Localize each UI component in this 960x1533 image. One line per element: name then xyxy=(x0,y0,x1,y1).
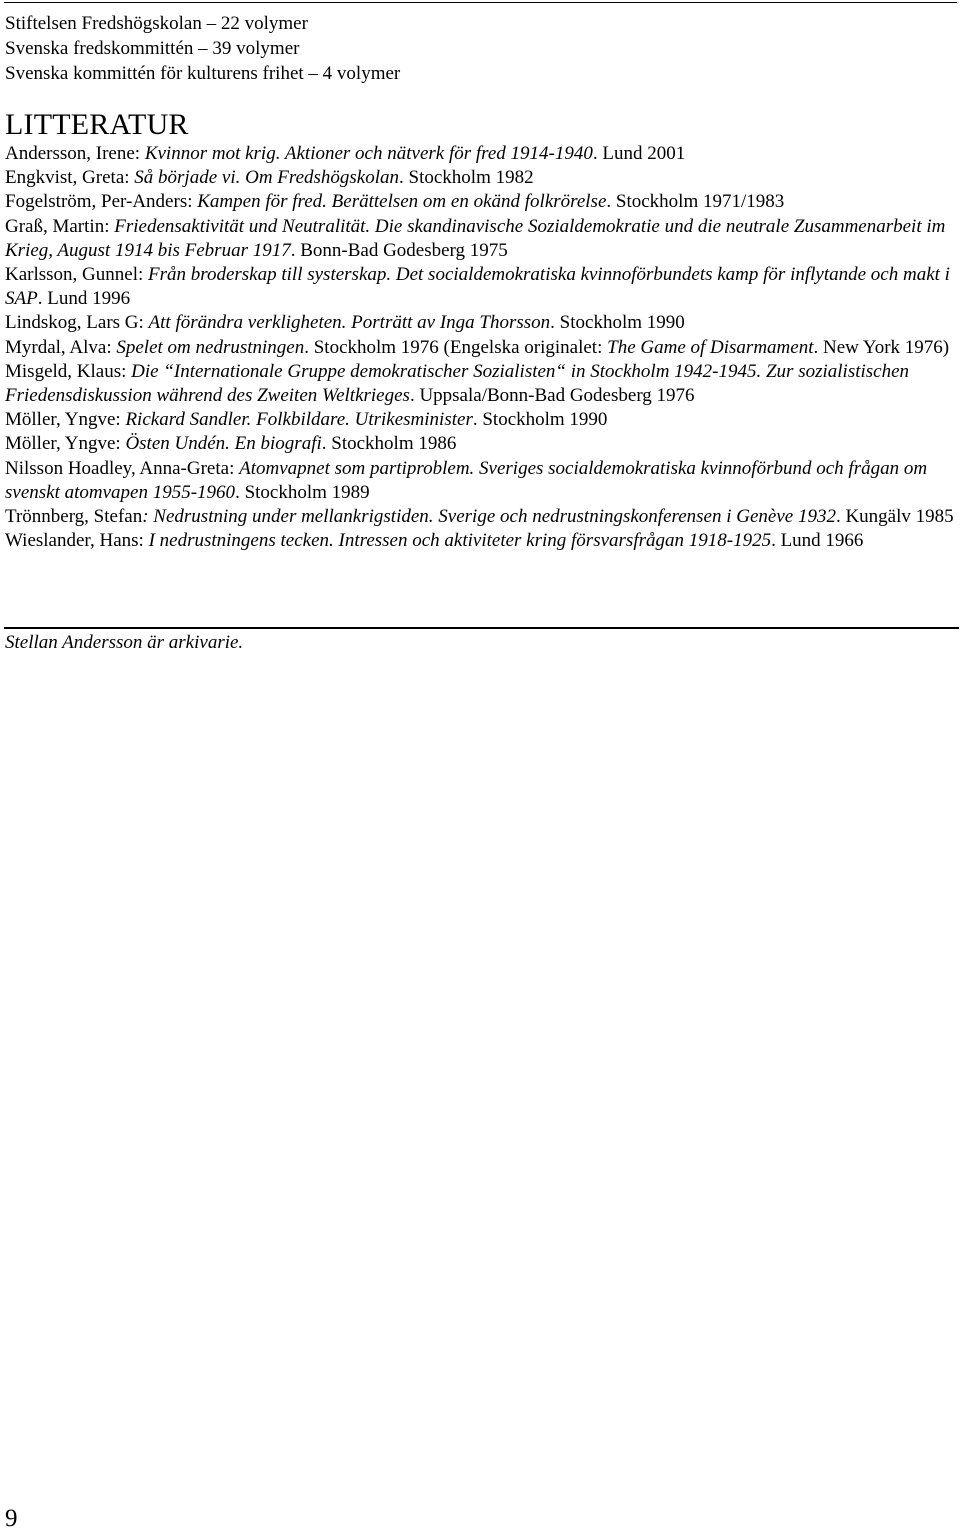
reference-title: Atomvapnet som partiproblem. Sveriges socialdemokratiska kvinnoförbund och frågan om svenskt atomvapen 1955-1960 xyxy=(5,457,928,503)
reference-title: Kvinnor mot krig. Aktioner och nätverk för fred 1914-1940 xyxy=(144,143,593,164)
reference-publication: . Stockholm 1990 xyxy=(550,312,685,334)
reference-title: Från broderskap till systerskap. Det socialdemokratiska kvinnoförbundets kamp för inflytande och makt i SAP xyxy=(5,264,950,310)
reference-item xyxy=(5,215,957,263)
reference-item xyxy=(5,336,957,360)
reference-publication: . Kungälv 1985 xyxy=(835,506,954,528)
reference-title: Rickard Sandler. Folkbildare. Utrikesminister xyxy=(125,409,473,431)
author-note: Stellan Andersson är arkivarie. xyxy=(5,632,244,653)
reference-author: Karlsson, Gunnel: xyxy=(5,264,149,286)
reference-author: Misgeld, Klaus: xyxy=(5,360,132,382)
reference-author: Graß, Martin: xyxy=(5,215,115,237)
reference-item xyxy=(5,505,957,529)
reference-publication: . Stockholm 1971/1983 xyxy=(606,191,785,213)
reference-title: I nedrustningens tecken. Intressen och aktiviteter kring försvarsfrågan 1918-1925 xyxy=(148,530,772,552)
reference-item xyxy=(5,408,957,432)
reference-author: Nilsson Hoadley, Anna-Greta: xyxy=(5,457,240,479)
reference-publication: . Stockholm 1989 xyxy=(235,481,370,503)
reference-publication: . Lund 1996 xyxy=(37,288,131,310)
reference-title: Spelet om nedrustningen xyxy=(116,336,305,358)
reference-item xyxy=(5,166,957,190)
reference-publication: . Bonn-Bad Godesberg 1975 xyxy=(290,239,508,261)
reference-author: Möller, Yngve: xyxy=(5,433,126,455)
reference-item xyxy=(5,142,957,166)
reference-title: Kampen för fred. Berättelsen om en okänd folkrörelse xyxy=(197,191,607,213)
reference-publication: . Stockholm 1986 xyxy=(321,433,457,455)
organisation-line: Svenska kommittén för kulturens frihet – 4 volymer xyxy=(5,63,401,84)
reference-item xyxy=(5,529,957,553)
reference-title: Att förändra verkligheten. Porträtt av Inga Thorsson xyxy=(148,312,551,334)
reference-list xyxy=(5,142,957,553)
reference-original-publication: . New York 1976) xyxy=(813,336,950,358)
reference-item xyxy=(5,311,957,335)
reference-author: Andersson, Irene: xyxy=(5,143,145,164)
reference-title: Så började vi. Om Fredshögskolan xyxy=(134,167,400,189)
reference-item xyxy=(5,263,957,311)
reference-item xyxy=(5,432,957,456)
footnote-rule xyxy=(4,627,959,629)
reference-author: Lindskog, Lars G: xyxy=(5,312,149,334)
literature-heading: LITTERATUR xyxy=(5,108,189,141)
reference-publication: . Lund 1966 xyxy=(771,530,864,552)
top-rule xyxy=(4,2,957,3)
organisation-line: Svenska fredskommittén – 39 volymer xyxy=(5,38,300,59)
reference-item xyxy=(5,190,957,214)
reference-author: Fogelström, Per-Anders: xyxy=(5,191,198,213)
reference-author: Trönnberg, Stefan xyxy=(5,506,143,528)
reference-publication: . Uppsala/Bonn-Bad Godesberg 1976 xyxy=(409,385,695,407)
reference-author: Engkvist, Greta: xyxy=(5,167,135,189)
reference-item xyxy=(5,360,957,408)
reference-title: Östen Undén. En biografi xyxy=(125,433,322,455)
reference-author: Wieslander, Hans: xyxy=(5,530,149,552)
reference-publication: . Stockholm 1982 xyxy=(399,167,534,189)
organisation-line: Stiftelsen Fredshögskolan – 22 volymer xyxy=(5,13,308,34)
reference-original-title: The Game of Disarmament xyxy=(607,336,814,358)
reference-publication: . Lund 2001 xyxy=(592,143,686,164)
reference-item xyxy=(5,457,957,505)
reference-title: Friedensaktivität und Neutralität. Die skandinavische Sozialdemokratie und die neutrale Zusammenarbeit im Krieg, August 1914 bis Februar 1917 xyxy=(5,215,946,261)
reference-title: : Nedrustning under mellankrigstiden. Sverige och nedrustningskonferensen i Genève 1932 xyxy=(142,506,836,528)
reference-author: Myrdal, Alva: xyxy=(5,336,117,358)
reference-title: Die “Internationale Gruppe demokratischer Sozialisten“ in Stockholm 1942-1945. Zur sozialistischen Friedensdiskussion während des Zweiten Weltkrieges xyxy=(5,360,910,407)
page-number: 9 xyxy=(5,1505,18,1532)
reference-author: Möller, Yngve: xyxy=(5,409,126,431)
reference-publication: . Stockholm 1976 (Engelska originalet: xyxy=(304,336,608,358)
reference-publication: . Stockholm 1990 xyxy=(472,409,608,431)
organisation-volume-list xyxy=(5,11,955,86)
